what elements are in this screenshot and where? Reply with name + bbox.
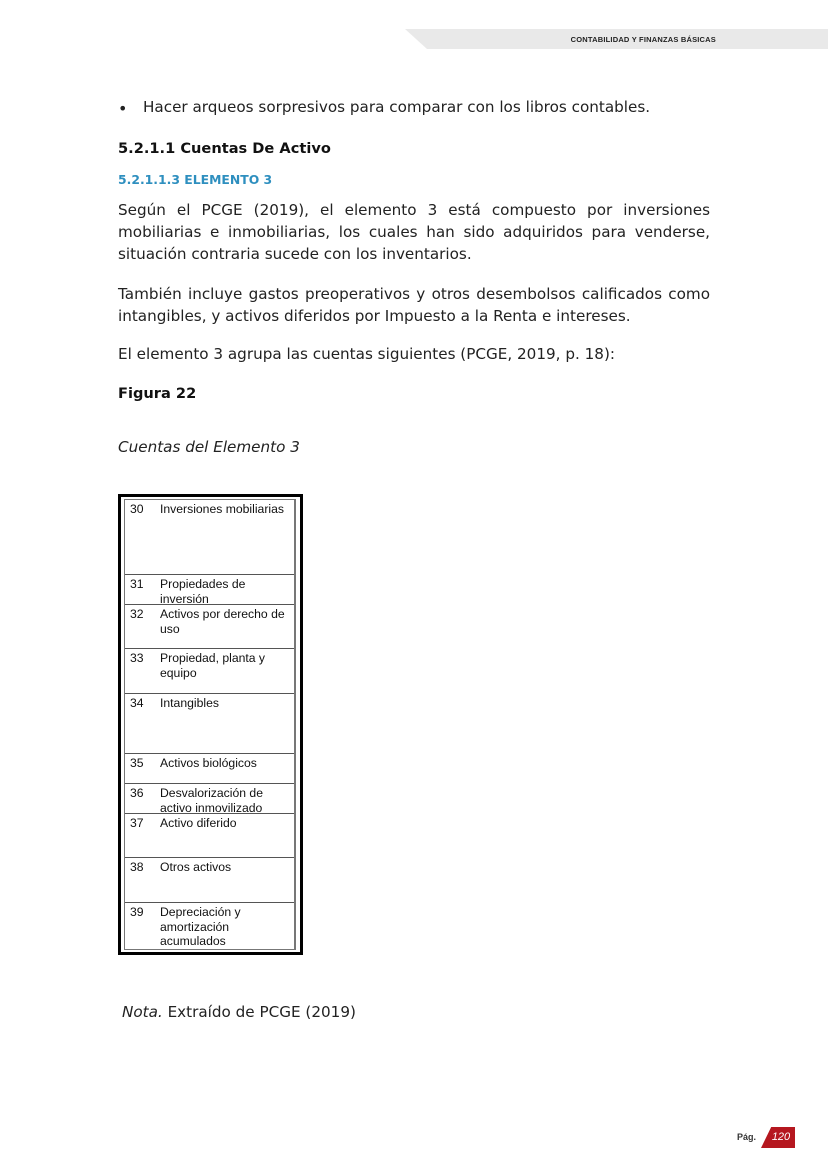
table-row <box>125 753 294 784</box>
table-row <box>125 500 294 574</box>
account-name: Inversiones mobiliarias <box>160 502 284 516</box>
table-row <box>125 813 294 858</box>
account-name: Depreciación y amortización acumulados <box>160 905 241 948</box>
figure-caption: Cuentas del Elemento 3 <box>118 438 300 456</box>
page-label: Pág. <box>737 1132 757 1142</box>
accounts-table <box>124 499 296 950</box>
subsection-heading: 5.2.1.1.3 ELEMENTO 3 <box>118 172 273 187</box>
account-name: Desvalorización de activo inmovilizado <box>160 786 263 815</box>
account-code: 32 <box>130 607 144 621</box>
account-name: Otros activos <box>160 860 232 874</box>
note-label: Nota. <box>122 1003 163 1021</box>
table-row <box>125 857 294 903</box>
account-name: Propiedad, planta y equipo <box>160 651 266 680</box>
account-name: Activos biológicos <box>160 756 257 770</box>
table-row <box>125 902 294 950</box>
running-header-title: CONTABILIDAD Y FINANZAS BÁSICAS <box>570 35 716 44</box>
table-row <box>125 783 294 814</box>
account-code: 37 <box>130 816 144 830</box>
paragraph-2: También incluye gastos preoperativos y otros desembolsos calificados como intangibles, y activos diferidos por Impuesto a la Renta e intereses. <box>118 285 710 325</box>
table-row <box>125 693 294 754</box>
note-text: Extraído de PCGE (2019) <box>162 1003 356 1021</box>
section-heading: 5.2.1.1 Cuentas De Activo <box>118 140 331 157</box>
page-number: 120 <box>771 1131 791 1143</box>
bullet-text: Hacer arqueos sorpresivos para comparar con los libros contables. <box>143 98 651 116</box>
account-name: Intangibles <box>160 696 219 710</box>
account-code: 35 <box>130 756 144 770</box>
accounts-table-figure <box>118 494 303 955</box>
account-code: 31 <box>130 577 144 591</box>
account-code: 30 <box>130 502 144 516</box>
account-code: 38 <box>130 860 144 874</box>
bullet-icon: • <box>118 99 128 118</box>
account-code: 34 <box>130 696 144 710</box>
paragraph-3: El elemento 3 agrupa las cuentas siguientes (PCGE, 2019, p. 18): <box>118 345 615 363</box>
account-name: Propiedades de inversión <box>160 577 246 606</box>
account-code: 39 <box>130 905 144 919</box>
account-name: Activos por derecho de uso <box>160 607 285 636</box>
account-code: 33 <box>130 651 144 665</box>
figure-note <box>122 1003 356 1021</box>
figure-label: Figura 22 <box>118 385 197 402</box>
table-row <box>125 574 294 605</box>
paragraph-1: Según el PCGE (2019), el elemento 3 está compuesto por inversiones mobiliarias e inmobiliarias, los cuales han sido adquiridos para venderse, situación contraria sucede con los inventarios. <box>118 201 710 263</box>
account-name: Activo diferido <box>160 816 237 830</box>
account-code: 36 <box>130 786 144 800</box>
table-row <box>125 648 294 694</box>
table-row <box>125 604 294 649</box>
